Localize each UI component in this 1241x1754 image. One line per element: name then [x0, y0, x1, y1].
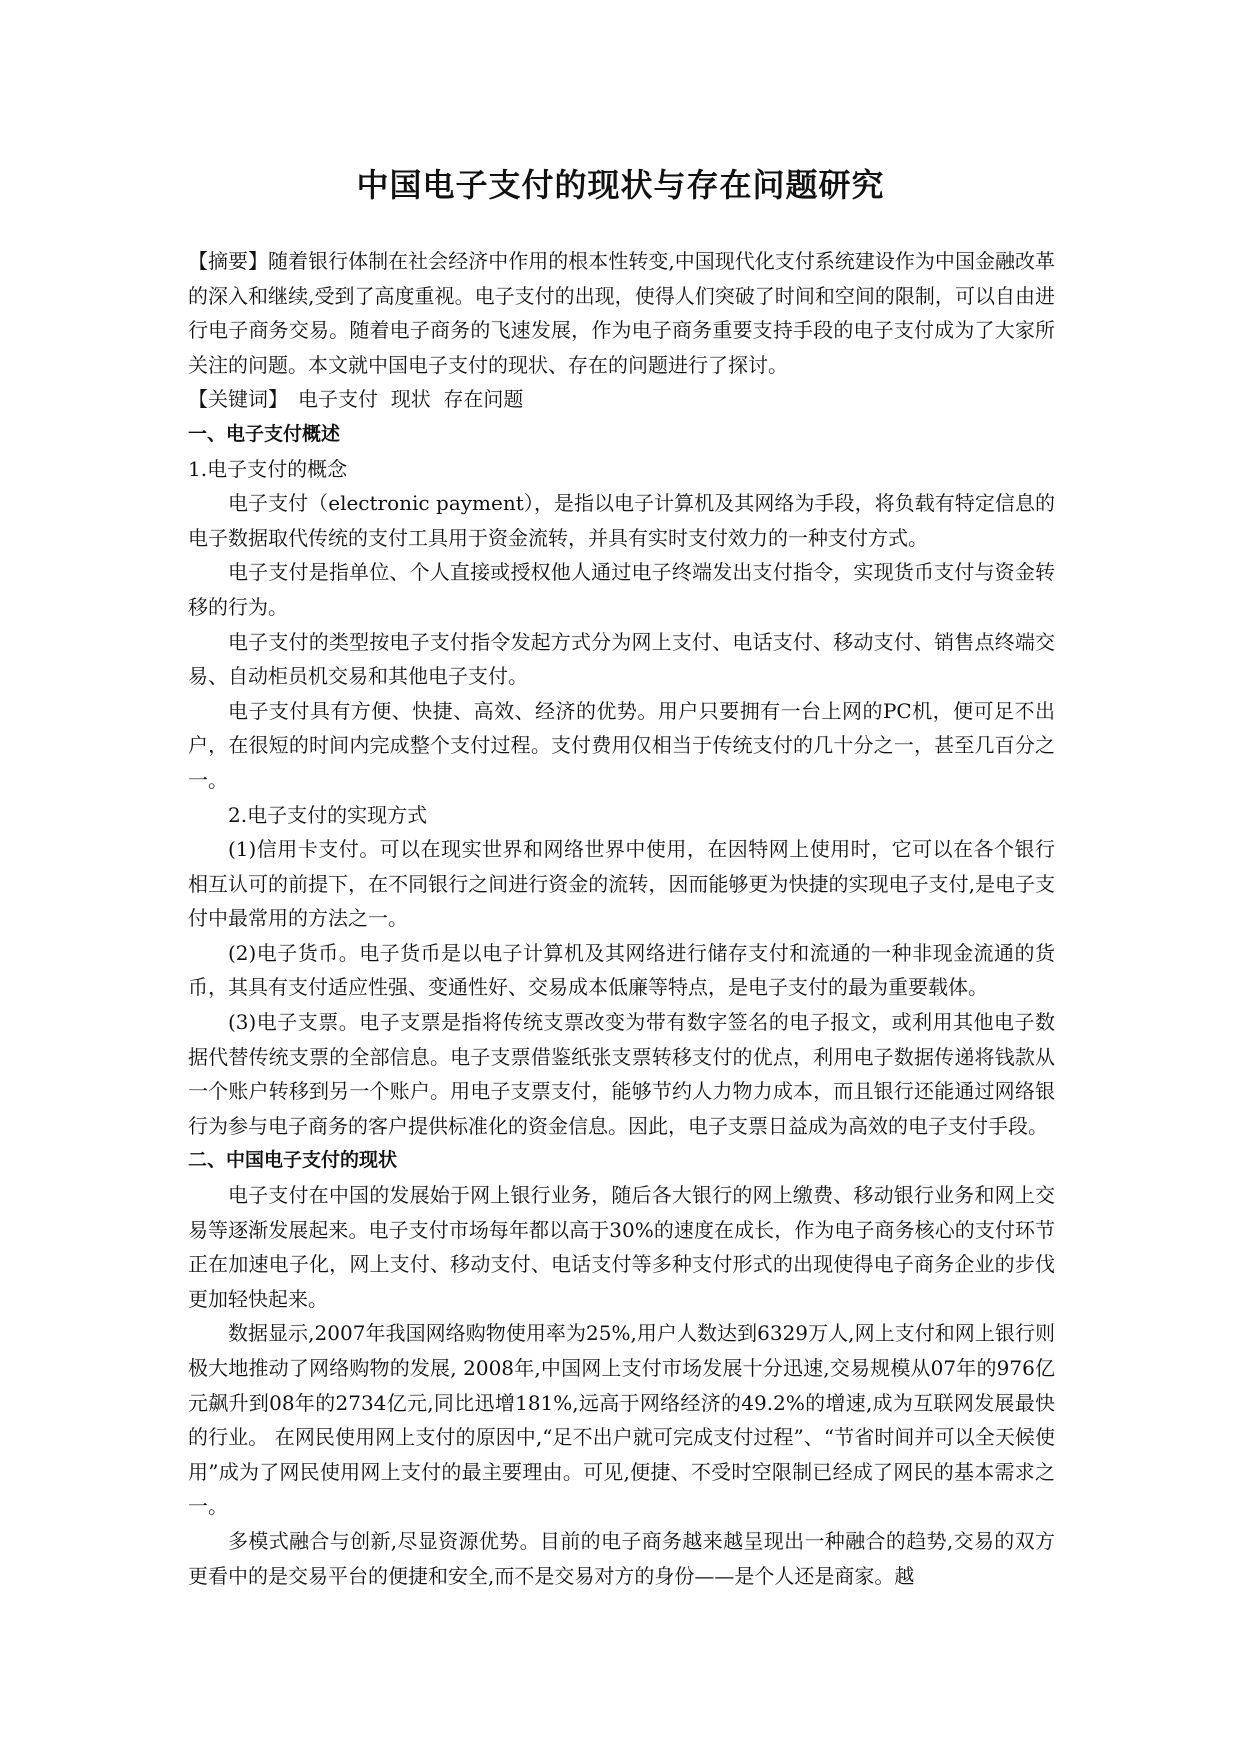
paragraph: 电子支付是指单位、个人直接或授权他人通过电子终端发出支付指令，实现货币支付与资金转移的行为。 [188, 560, 1055, 619]
paragraph: (3)电子支票。电子支票是指将传统支票改变为带有数字签名的电子报文，或利用其他电子数据代替传统支票的全部信息。电子支票借鉴纸张支票转移支付的优点，利用电子数据传递将钱款从一个账户转移到另一个账户。用电子支票支付，能够节约人力物力成本，而且银行还能通过网络银行为参与电子商务的客户提供标准化的资金信息。因此，电子支票日益成为高效的电子支付手段。 [188, 1010, 1055, 1138]
section-heading-status: 二、中国电子支付的现状 [188, 1149, 398, 1172]
subheading-methods: 2.电子支付的实现方式 [228, 802, 428, 827]
document-body [188, 244, 1055, 1593]
keywords-line [188, 382, 1055, 417]
paragraph: 多模式融合与创新,尽显资源优势。目前的电子商务越来越呈现出一种融合的趋势,交易的双方更看中的是交易平台的便捷和安全,而不是交易对方的身份——是个人还是商家。越 [188, 1528, 1055, 1588]
paragraph: 电子支付在中国的发展始于网上银行业务，随后各大银行的网上缴费、移动银行业务和网上交易等逐渐发展起来。电子支付市场每年都以高于30%的速度在成长，作为电子商务核心的支付环节正在加速电子化，网上支付、移动支付、电话支付等多种支付形式的出现使得电子商务企业的步伐更加轻快起来。 [188, 1183, 1055, 1311]
keywords-text: 电子支付 现状 存在问题 [298, 387, 524, 412]
paragraph: 电子支付的类型按电子支付指令发起方式分为网上支付、电话支付、移动支付、销售点终端交易、自动柜员机交易和其他电子支付。 [188, 629, 1055, 689]
paragraph: (1)信用卡支付。可以在现实世界和网络世界中使用，在因特网上使用时，它可以在各个银行相互认可的前提下，在不同银行之间进行资金的流转，因而能够更为快捷的实现电子支付,是电子支付中最常用的方法之一。 [188, 837, 1055, 931]
paragraph: (2)电子货币。电子货币是以电子计算机及其网络进行储存支付和流通的一种非现金流通的货币，其具有支付适应性强、变通性好、交易成本低廉等特点，是电子支付的最为重要载体。 [188, 940, 1055, 1000]
subheading-concept: 1.电子支付的概念 [188, 456, 348, 481]
document-title: 中国电子支付的现状与存在问题研究 [356, 166, 885, 204]
keywords-label: 【关键词】 [188, 387, 288, 412]
paragraph: 电子支付（electronic payment），是指以电子计算机及其网络为手段，将负载有特定信息的电子数据取代传统的支付工具用于资金流转，并具有实时支付效力的一种支付方式。 [188, 491, 1055, 550]
abstract-paragraph: 【摘要】随着银行体制在社会经济中作用的根本性转变,中国现代化支付系统建设作为中国金融改革的深入和继续,受到了高度重视。电子支付的出现，使得人们突破了时间和空间的限制，可以自由进行电子商务交易。随着电子商务的飞速发展，作为电子商务重要支持手段的电子支付成为了大家所关注的问题。本文就中国电子支付的现状、存在的问题进行了探讨。 [188, 249, 1055, 377]
section-heading-overview: 一、电子支付概述 [188, 422, 341, 445]
paragraph: 电子支付具有方便、快捷、高效、经济的优势。用户只要拥有一台上网的PC机，便可足不出户，在很短的时间内完成整个支付过程。支付费用仅相当于传统支付的几十分之一，甚至几百分之一。 [188, 698, 1055, 792]
paragraph: 数据显示,2007年我国网络购物使用率为25%,用户人数达到6329万人,网上支付和网上银行则极大地推动了网络购物的发展, 2008年,中国网上支付市场发展十分迅速,交易规模从07年的976亿元飙升到08年的2734亿元,同比迅增181%,远高于网络经济的49.2%的增速,成为互联网发展最快的行业。 在网民使用网上支付的原因中,“足不出户就可完成支付过程”、“节省时间并可以全天候使用”成为了网民使用网上支付的最主要理由。可见,便捷、不受时空限制已经成了网民的基本需求之一。 [188, 1321, 1055, 1519]
